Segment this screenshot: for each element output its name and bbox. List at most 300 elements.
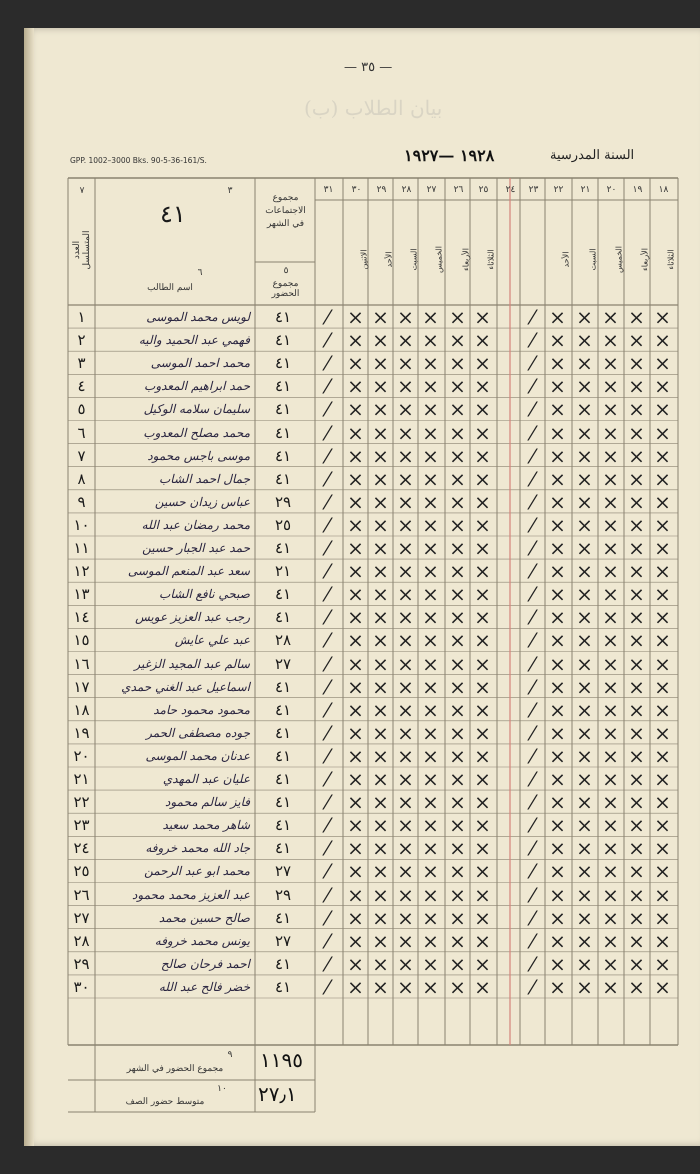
attendance-mark: × <box>372 928 389 953</box>
attendance-mark: × <box>549 351 566 376</box>
attendance-mark: × <box>347 697 364 722</box>
attendance-mark: × <box>576 951 593 976</box>
col6-number: ٦ <box>197 268 203 278</box>
attendance-mark: × <box>397 697 414 722</box>
student-name: اسماعيل عبد الغني حمدي <box>121 679 250 694</box>
attendance-mark: × <box>576 813 593 838</box>
attendance-mark: ⁄ <box>325 790 330 815</box>
student-attendance: ٤١ <box>274 746 292 765</box>
attendance-mark: × <box>576 443 593 468</box>
attendance-mark: × <box>347 420 364 445</box>
attendance-mark: ⁄ <box>325 974 330 999</box>
attendance-mark: × <box>347 628 364 653</box>
attendance-mark: ⁄ <box>530 351 535 376</box>
attendance-mark: × <box>602 305 619 329</box>
attendance-mark: × <box>422 420 439 445</box>
weekday-label: الثلاثاء <box>666 249 676 270</box>
attendance-mark: × <box>628 743 645 768</box>
student-name: شاهر محمد سعيد <box>162 818 250 833</box>
attendance-mark: × <box>549 466 566 491</box>
attendance-mark: × <box>347 466 364 491</box>
attendance-mark: × <box>549 489 566 514</box>
row-serial: ٩ <box>77 492 86 511</box>
attendance-mark: × <box>449 397 466 422</box>
attendance-mark: × <box>628 443 645 468</box>
attendance-mark: ⁄ <box>325 489 330 514</box>
student-attendance: ٤١ <box>274 331 292 350</box>
student-attendance: ٤١ <box>274 446 292 465</box>
day-header: ٢٣ <box>528 185 539 195</box>
attendance-mark: × <box>372 859 389 884</box>
student-name: محمد احمد الموسى <box>150 356 250 371</box>
attendance-mark: × <box>602 420 619 445</box>
attendance-mark: × <box>654 305 671 329</box>
attendance-mark: × <box>654 397 671 422</box>
student-name: سليمان سلامه الوكيل <box>143 402 250 417</box>
student-name: عباس زيدان حسين <box>154 494 250 509</box>
attendance-mark: × <box>449 351 466 376</box>
student-name: جوده مصطفى الحمر <box>146 725 250 740</box>
attendance-mark: × <box>602 674 619 699</box>
attendance-mark: × <box>372 374 389 399</box>
attendance-mark: × <box>549 674 566 699</box>
attendance-mark: × <box>628 374 645 399</box>
attendance-mark: × <box>347 674 364 699</box>
student-attendance: ٤١ <box>274 770 292 788</box>
attendance-mark: × <box>628 859 645 884</box>
attendance-mark: ⁄ <box>325 859 330 884</box>
attendance-mark: × <box>628 720 645 745</box>
attendance-mark: × <box>654 651 671 676</box>
student-attendance: ٤١ <box>274 585 292 604</box>
attendance-mark: × <box>549 443 566 468</box>
attendance-mark: × <box>397 512 414 537</box>
attendance-mark: × <box>397 374 414 399</box>
attendance-mark: × <box>474 512 491 537</box>
attendance-mark: × <box>628 559 645 584</box>
row-serial: ٦ <box>77 423 86 442</box>
attendance-mark: × <box>397 536 414 560</box>
attendance-mark: ⁄ <box>325 743 330 768</box>
attendance-mark: × <box>576 836 593 861</box>
attendance-mark: × <box>549 605 566 630</box>
attendance-mark: × <box>474 536 491 560</box>
attendance-mark: × <box>602 697 619 722</box>
attendance-mark: ⁄ <box>325 397 330 422</box>
attendance-mark: × <box>654 674 671 699</box>
attendance-mark: × <box>654 512 671 537</box>
attendance-mark: × <box>549 397 566 422</box>
row-serial: ٣ <box>77 354 86 373</box>
attendance-mark: × <box>372 697 389 722</box>
attendance-mark: × <box>576 559 593 584</box>
attendance-mark: × <box>347 605 364 630</box>
attendance-mark: × <box>602 466 619 491</box>
row-serial: ١٤ <box>73 608 90 627</box>
student-name: فايز سالم محمود <box>165 795 250 810</box>
attendance-mark: ⁄ <box>325 420 330 445</box>
attendance-mark: × <box>449 720 466 745</box>
row-serial: ٢٢ <box>73 793 90 812</box>
attendance-mark: × <box>422 836 439 861</box>
attendance-mark: ⁄ <box>325 674 330 699</box>
attendance-mark: × <box>602 720 619 745</box>
attendance-mark: × <box>372 536 389 560</box>
attendance-mark: × <box>549 882 566 907</box>
attendance-mark: × <box>628 628 645 653</box>
attendance-mark: × <box>372 420 389 445</box>
attendance-mark: × <box>576 651 593 676</box>
weekday-label: الأربعاء <box>640 248 650 271</box>
attendance-mark: ⁄ <box>530 466 535 491</box>
attendance-mark: × <box>449 374 466 399</box>
attendance-mark: ⁄ <box>325 697 330 722</box>
attendance-mark: × <box>449 512 466 537</box>
attendance-mark: × <box>576 374 593 399</box>
class-number: ٤١ <box>160 200 186 228</box>
attendance-mark: × <box>474 928 491 953</box>
attendance-mark: × <box>474 813 491 838</box>
attendance-mark: × <box>654 443 671 468</box>
attendance-mark: × <box>347 374 364 399</box>
row-serial: ١١ <box>73 539 90 557</box>
attendance-mark: × <box>347 928 364 953</box>
attendance-mark: × <box>474 882 491 907</box>
attendance-mark: ⁄ <box>530 882 535 907</box>
attendance-mark: × <box>576 790 593 815</box>
attendance-mark: × <box>549 328 566 353</box>
attendance-mark: × <box>347 305 364 329</box>
attendance-mark: × <box>474 743 491 768</box>
col5-number: ٥ <box>283 266 289 276</box>
attendance-mark: × <box>449 697 466 722</box>
attendance-mark: × <box>602 628 619 653</box>
attendance-mark: × <box>372 628 389 653</box>
attendance-mark: × <box>422 351 439 376</box>
attendance-mark: × <box>422 790 439 815</box>
attendance-mark: × <box>422 582 439 607</box>
student-attendance: ٢٩ <box>274 885 292 904</box>
attendance-mark: × <box>628 767 645 791</box>
attendance-mark: × <box>422 605 439 630</box>
attendance-mark: × <box>397 905 414 930</box>
row-serial: ٢٨ <box>73 931 90 950</box>
student-attendance: ٤١ <box>274 308 292 326</box>
attendance-mark: × <box>422 374 439 399</box>
attendance-mark: × <box>397 420 414 445</box>
attendance-mark: × <box>474 790 491 815</box>
attendance-mark: ⁄ <box>325 328 330 353</box>
attendance-mark: × <box>397 328 414 353</box>
attendance-mark: × <box>576 397 593 422</box>
attendance-mark: ⁄ <box>325 512 330 537</box>
attendance-mark: × <box>576 605 593 630</box>
attendance-mark: × <box>628 605 645 630</box>
attendance-mark: × <box>602 512 619 537</box>
attendance-mark: × <box>654 882 671 907</box>
attendance-mark: × <box>422 559 439 584</box>
student-name: عبد العزيز محمد محمود <box>132 887 250 902</box>
attendance-mark: × <box>602 743 619 768</box>
attendance-mark: × <box>549 813 566 838</box>
student-name: لويس محمد الموسى <box>146 310 250 324</box>
row-serial: ٢٥ <box>73 862 90 881</box>
row-serial: ٤ <box>77 377 86 396</box>
attendance-mark: × <box>372 651 389 676</box>
attendance-mark: × <box>654 974 671 999</box>
attendance-mark: × <box>602 951 619 976</box>
attendance-mark: ⁄ <box>530 974 535 999</box>
attendance-mark: × <box>474 836 491 861</box>
student-attendance: ٤١ <box>274 908 292 927</box>
attendance-mark: × <box>654 605 671 630</box>
day-header: ٢٧ <box>426 185 437 195</box>
student-name: سالم عبد المجيد الزغير <box>134 656 250 671</box>
attendance-mark: ⁄ <box>530 836 535 861</box>
attendance-mark: × <box>449 836 466 861</box>
attendance-mark: × <box>654 836 671 861</box>
attendance-mark: × <box>602 605 619 630</box>
attendance-mark: × <box>628 651 645 676</box>
faint-bleedthrough-heading: بيان الطلاب (ب) <box>304 96 443 120</box>
attendance-mark: × <box>576 859 593 884</box>
attendance-mark: × <box>372 951 389 976</box>
attendance-mark: × <box>372 836 389 861</box>
student-attendance: ٤١ <box>274 469 292 488</box>
attendance-mark: × <box>602 882 619 907</box>
attendance-mark: × <box>628 305 645 329</box>
attendance-mark: × <box>628 489 645 514</box>
student-name: محمود محمود حامد <box>153 702 250 717</box>
row-serial: ١٨ <box>73 700 90 719</box>
attendance-mark: × <box>576 582 593 607</box>
attendance-mark: × <box>397 651 414 676</box>
row-serial: ١ <box>77 308 86 326</box>
student-name: عليان عبد المهدي <box>162 772 250 786</box>
attendance-mark: ⁄ <box>530 720 535 745</box>
attendance-mark: × <box>474 559 491 584</box>
attendance-mark: × <box>576 305 593 329</box>
row-serial: ٢٠ <box>73 746 90 765</box>
row-serial: ١٠ <box>73 515 90 534</box>
attendance-mark: × <box>549 559 566 584</box>
attendance-mark: × <box>474 420 491 445</box>
attendance-mark: × <box>397 559 414 584</box>
avg-value: ٢٧٫١ <box>258 1082 297 1106</box>
attendance-mark: × <box>397 859 414 884</box>
attendance-mark: × <box>654 328 671 353</box>
attendance-mark: × <box>628 328 645 353</box>
row-serial: ١٢ <box>73 562 90 581</box>
student-attendance: ٢٧ <box>274 654 292 673</box>
attendance-mark: × <box>654 743 671 768</box>
student-attendance: ٤١ <box>274 400 292 419</box>
attendance-mark: × <box>397 720 414 745</box>
attendance-mark: × <box>397 605 414 630</box>
attendance-mark: × <box>474 466 491 491</box>
row-serial: ٨ <box>77 469 86 488</box>
attendance-mark: × <box>397 974 414 999</box>
attendance-mark: × <box>422 674 439 699</box>
attendance-mark: × <box>397 443 414 468</box>
attendance-mark: × <box>576 882 593 907</box>
attendance-mark: × <box>576 974 593 999</box>
attendance-mark: × <box>347 905 364 930</box>
attendance-mark: × <box>654 790 671 815</box>
attendance-mark: × <box>422 651 439 676</box>
attendance-mark: × <box>654 859 671 884</box>
attendance-mark: × <box>397 928 414 953</box>
attendance-mark: × <box>654 466 671 491</box>
attendance-mark: × <box>347 443 364 468</box>
student-attendance: ٤١ <box>274 793 292 812</box>
attendance-mark: × <box>347 974 364 999</box>
student-name: محمد ابو عبد الرحمن <box>144 864 250 879</box>
attendance-mark: × <box>602 836 619 861</box>
attendance-mark: × <box>654 767 671 791</box>
attendance-mark: × <box>372 443 389 468</box>
attendance-mark: × <box>449 743 466 768</box>
attendance-mark: × <box>397 951 414 976</box>
attendance-mark: × <box>449 951 466 976</box>
attendance-mark: × <box>602 397 619 422</box>
attendance-mark: ⁄ <box>530 374 535 399</box>
attendance-mark: ⁄ <box>530 813 535 838</box>
attendance-mark: ⁄ <box>325 351 330 376</box>
attendance-mark: × <box>474 305 491 329</box>
serial-label: العدد المتسلسل <box>72 230 92 270</box>
attendance-mark: ⁄ <box>325 305 330 329</box>
attendance-mark: × <box>474 489 491 514</box>
student-attendance: ٤١ <box>274 354 292 373</box>
attendance-mark: × <box>654 351 671 376</box>
col9-number: ٩ <box>227 1050 233 1060</box>
attendance-mark: ⁄ <box>530 743 535 768</box>
student-name: احمد فرحان صالح <box>160 956 250 971</box>
attendance-mark: × <box>372 328 389 353</box>
attendance-mark: × <box>549 582 566 607</box>
attendance-label: مجموع الحضور <box>271 279 300 299</box>
attendance-mark: ⁄ <box>325 443 330 468</box>
attendance-mark: × <box>449 443 466 468</box>
student-attendance: ٤١ <box>274 539 292 557</box>
attendance-mark: × <box>372 489 389 514</box>
attendance-mark: × <box>372 674 389 699</box>
attendance-mark: × <box>347 951 364 976</box>
day-header: ٢٦ <box>453 185 464 195</box>
attendance-mark: × <box>372 767 389 791</box>
attendance-mark: × <box>422 443 439 468</box>
student-attendance: ٤١ <box>274 723 292 742</box>
attendance-mark: × <box>449 928 466 953</box>
student-attendance: ٢١ <box>274 562 292 581</box>
attendance-mark: × <box>372 559 389 584</box>
attendance-mark: × <box>372 813 389 838</box>
attendance-mark: × <box>422 905 439 930</box>
attendance-mark: ⁄ <box>530 512 535 537</box>
attendance-mark: × <box>576 512 593 537</box>
attendance-mark: × <box>654 720 671 745</box>
day-header: ٢١ <box>580 185 591 195</box>
attendance-mark: × <box>397 836 414 861</box>
weekday-label: الثلاثاء <box>486 249 496 270</box>
attendance-mark: × <box>422 813 439 838</box>
attendance-mark: × <box>372 790 389 815</box>
attendance-mark: × <box>628 512 645 537</box>
attendance-mark: ⁄ <box>530 536 535 560</box>
attendance-mark: × <box>422 628 439 653</box>
name-label: اسم الطالب <box>147 283 193 293</box>
student-name: خضر فالح عبد الله <box>158 979 250 994</box>
attendance-mark: × <box>628 351 645 376</box>
row-serial: ٥ <box>77 400 86 419</box>
attendance-mark: × <box>549 790 566 815</box>
attendance-mark: × <box>474 605 491 630</box>
attendance-mark: × <box>654 559 671 584</box>
student-name: موسى باجس محمود <box>147 448 250 463</box>
attendance-mark: ⁄ <box>325 628 330 653</box>
attendance-mark: × <box>397 674 414 699</box>
attendance-mark: × <box>449 605 466 630</box>
attendance-mark: × <box>654 536 671 560</box>
attendance-mark: × <box>449 859 466 884</box>
attendance-mark: × <box>602 489 619 514</box>
attendance-mark: × <box>576 466 593 491</box>
attendance-mark: × <box>449 628 466 653</box>
row-serial: ٣٠ <box>73 977 90 996</box>
attendance-mark: × <box>576 536 593 560</box>
avg-label: متوسط حضور الصف <box>125 1097 205 1107</box>
student-attendance: ٢٧ <box>274 862 292 881</box>
attendance-mark: × <box>474 628 491 653</box>
attendance-mark: × <box>628 536 645 560</box>
attendance-mark: × <box>449 905 466 930</box>
attendance-mark: × <box>474 651 491 676</box>
student-name: يونس محمد خروفه <box>154 933 250 948</box>
day-header: ٢٨ <box>401 185 412 195</box>
attendance-mark: × <box>549 628 566 653</box>
attendance-mark: × <box>474 397 491 422</box>
attendance-mark: × <box>549 512 566 537</box>
student-name: عبد علي عايش <box>174 633 250 648</box>
attendance-mark: ⁄ <box>325 836 330 861</box>
attendance-mark: × <box>628 882 645 907</box>
attendance-mark: × <box>347 882 364 907</box>
attendance-mark: × <box>422 974 439 999</box>
student-attendance: ٤١ <box>274 677 292 696</box>
attendance-mark: × <box>422 743 439 768</box>
attendance-mark: × <box>449 974 466 999</box>
attendance-mark: × <box>474 351 491 376</box>
attendance-mark: × <box>549 305 566 329</box>
day-header: ٢٩ <box>376 185 387 195</box>
attendance-mark: × <box>372 720 389 745</box>
student-name: عدنان محمد الموسى <box>145 748 250 763</box>
attendance-mark: × <box>549 420 566 445</box>
attendance-mark: × <box>576 628 593 653</box>
attendance-mark: × <box>422 512 439 537</box>
attendance-mark: × <box>474 859 491 884</box>
attendance-mark: × <box>372 582 389 607</box>
attendance-mark: × <box>397 790 414 815</box>
day-header: ٣١ <box>323 185 334 195</box>
attendance-mark: × <box>628 397 645 422</box>
print-code: GPP. 1002–3000 Bks. 90-5-36-161/S. <box>70 156 207 165</box>
attendance-mark: × <box>397 351 414 376</box>
attendance-mark: × <box>422 720 439 745</box>
attendance-mark: ⁄ <box>530 582 535 607</box>
student-attendance: ٤١ <box>274 816 292 835</box>
